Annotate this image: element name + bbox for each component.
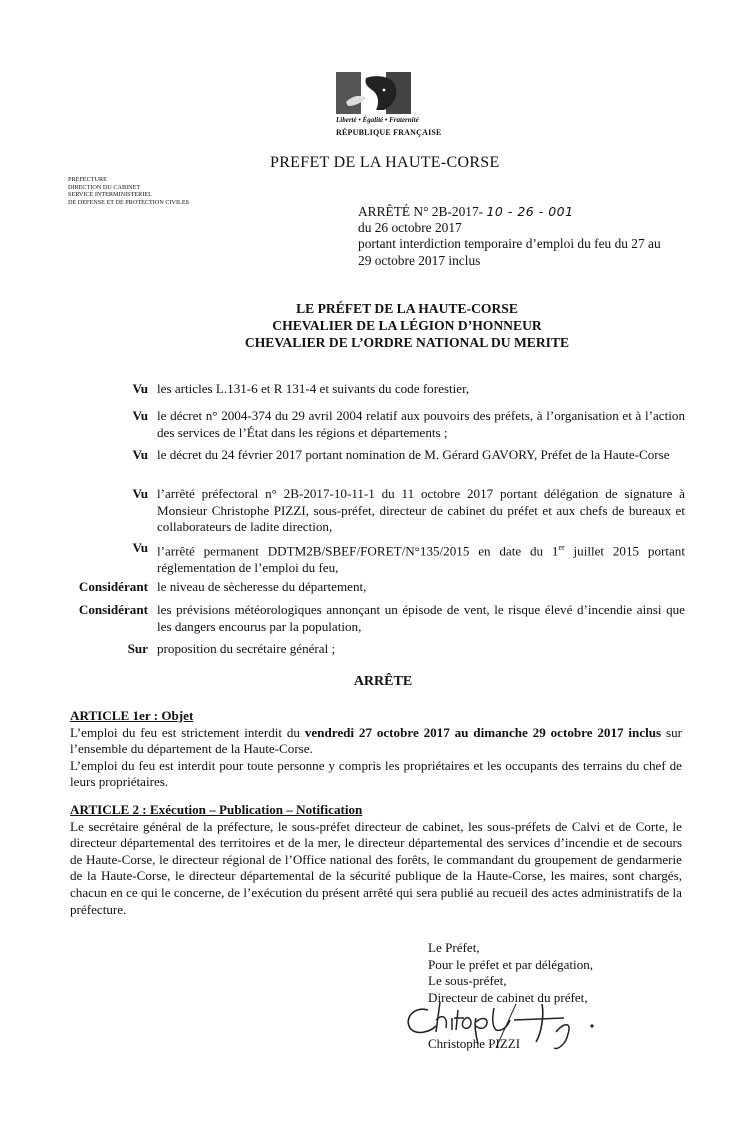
visa-text xyxy=(157,540,685,576)
article-1-paragraph: L’emploi du feu est interdit pour toute personne y compris les propriétaires et les occupants des terrains du chef de leurs propriétaires. xyxy=(70,757,682,790)
visa-label: Vu xyxy=(132,486,148,501)
signer-name: Christophe PIZZI xyxy=(428,1036,521,1051)
decision-title: ARRÊTE xyxy=(353,674,413,689)
arrete-subject-line: portant interdiction temporaire d’emploi du feu du 27 au xyxy=(358,236,661,252)
service-line: DE DEFENSE ET DE PROTECTION CIVILES xyxy=(68,198,190,206)
arrete-number-handwritten: 10 - 26 - 001 xyxy=(486,204,574,219)
visa-text: les articles L.131-6 et R 131-4 et suivants du code forestier, xyxy=(157,381,470,396)
republic-text: RÉPUBLIQUE FRANÇAISE xyxy=(336,128,442,137)
visa-text: proposition du secrétaire général ; xyxy=(157,641,336,656)
arrete-date: du 26 octobre 2017 xyxy=(358,220,462,236)
signature-line: Le Préfet, xyxy=(428,940,480,955)
service-block xyxy=(68,176,189,206)
title-line: CHEVALIER DE LA LÉGION D’HONNEUR xyxy=(272,318,542,333)
article-1-dates: vendredi 27 octobre 2017 au dimanche 29 octobre 2017 inclus xyxy=(304,724,662,740)
visa-label: Sur xyxy=(127,641,148,656)
arrete-number xyxy=(358,204,698,220)
prefet-heading: PREFET DE LA HAUTE-CORSE xyxy=(270,154,500,171)
visa-label: Vu xyxy=(132,381,148,396)
visa-text-part: juillet 2015 portant réglementation de l’emploi du feu, xyxy=(157,543,685,575)
visa-label: Vu xyxy=(132,447,148,462)
visa-text: le décret n° 2004-374 du 29 avril 2004 relatif aux pouvoirs des préfets, à l’organisation et à l’action des services de l’État dans les régions et départements ; xyxy=(157,408,685,440)
article-1-text: L’emploi du feu est strictement interdit du xyxy=(70,724,305,740)
article-1-heading: ARTICLE 1er : Objet xyxy=(70,708,194,723)
article-2-paragraph: Le secrétaire général de la préfecture, le sous-préfet directeur de cabinet, les sous-préfets de Calvi et de Corte, le directeur départemental des territoires et de la mer, le directeur départemental des services d’incendie et de secours de Haute-Corse, le directeur régional de l’Office national des forêts, le commandant du groupement de gendarmerie de la Haute-Corse, le directeur départemental de la sécurité publique de la Haute-Corse, les maires, sont chargés, chacun en ce qui le concerne, de l’exécution du présent arrêté qui sera publié au recueil des actes administratifs de la préfecture. xyxy=(70,818,682,917)
service-line: DIRECTION DU CABINET xyxy=(68,183,141,191)
visa-text: l’arrêté préfectoral n° 2B-2017-10-11-1 du 11 octobre 2017 portant délégation de signature à Monsieur Christophe PIZZI, sous-préfet, directeur de cabinet du préfet et aux chefs de bureaux et collaborateurs de ladite direction, xyxy=(157,486,685,534)
signature-line: Directeur de cabinet du préfet, xyxy=(428,989,588,1005)
title-line: CHEVALIER DE L’ORDRE NATIONAL DU MERITE xyxy=(244,335,570,350)
article-1 xyxy=(70,708,682,791)
motto-text: Liberté • Égalité • Fraternité xyxy=(336,116,419,124)
marianne-emblem-icon xyxy=(336,72,411,114)
article-1-text: sur l’ensemble du département de la Haute-Corse. xyxy=(70,724,682,757)
signature-line: Pour le préfet et par délégation, xyxy=(428,956,594,972)
visa-label: Considérant xyxy=(78,602,148,617)
arrete-reference xyxy=(358,204,698,269)
article-2-heading: ARTICLE 2 : Exécution – Publication – Notification xyxy=(70,802,363,817)
prefet-titles xyxy=(0,300,754,351)
service-line: SERVICE INTERMINISTERIEL xyxy=(68,191,152,199)
visa-text-sup: er xyxy=(558,543,565,552)
visa-label: Vu xyxy=(132,540,148,555)
signature-line: Le sous-préfet, xyxy=(428,973,507,989)
service-line: PREFECTURE xyxy=(68,176,107,183)
article-1-paragraph xyxy=(70,725,682,758)
visa-text: le décret du 24 février 2017 portant nomination de M. Gérard GAVORY, Préfet de la Haute-Corse xyxy=(157,447,670,462)
visa-text: les prévisions météorologiques annonçant un épisode de vent, le risque élevé d’incendie ainsi que les dangers encourus par la population, xyxy=(157,602,685,634)
article-2 xyxy=(70,802,682,918)
arrete-subject-line: 29 octobre 2017 inclus xyxy=(358,252,481,268)
arrete-number-prefix: ARRÊTÉ N° 2B-2017- xyxy=(358,204,487,219)
title-line: LE PRÉFET DE LA HAUTE-CORSE xyxy=(296,301,518,316)
visa-text: le niveau de sècheresse du département, xyxy=(157,579,367,594)
marianne-logo xyxy=(336,72,442,144)
visa-text-part: l’arrêté permanent DDTM2B/SBEF/FORET/N°135/2015 en date du 1 xyxy=(157,543,559,559)
visa-label: Considérant xyxy=(78,579,148,594)
visa-label: Vu xyxy=(132,408,148,423)
